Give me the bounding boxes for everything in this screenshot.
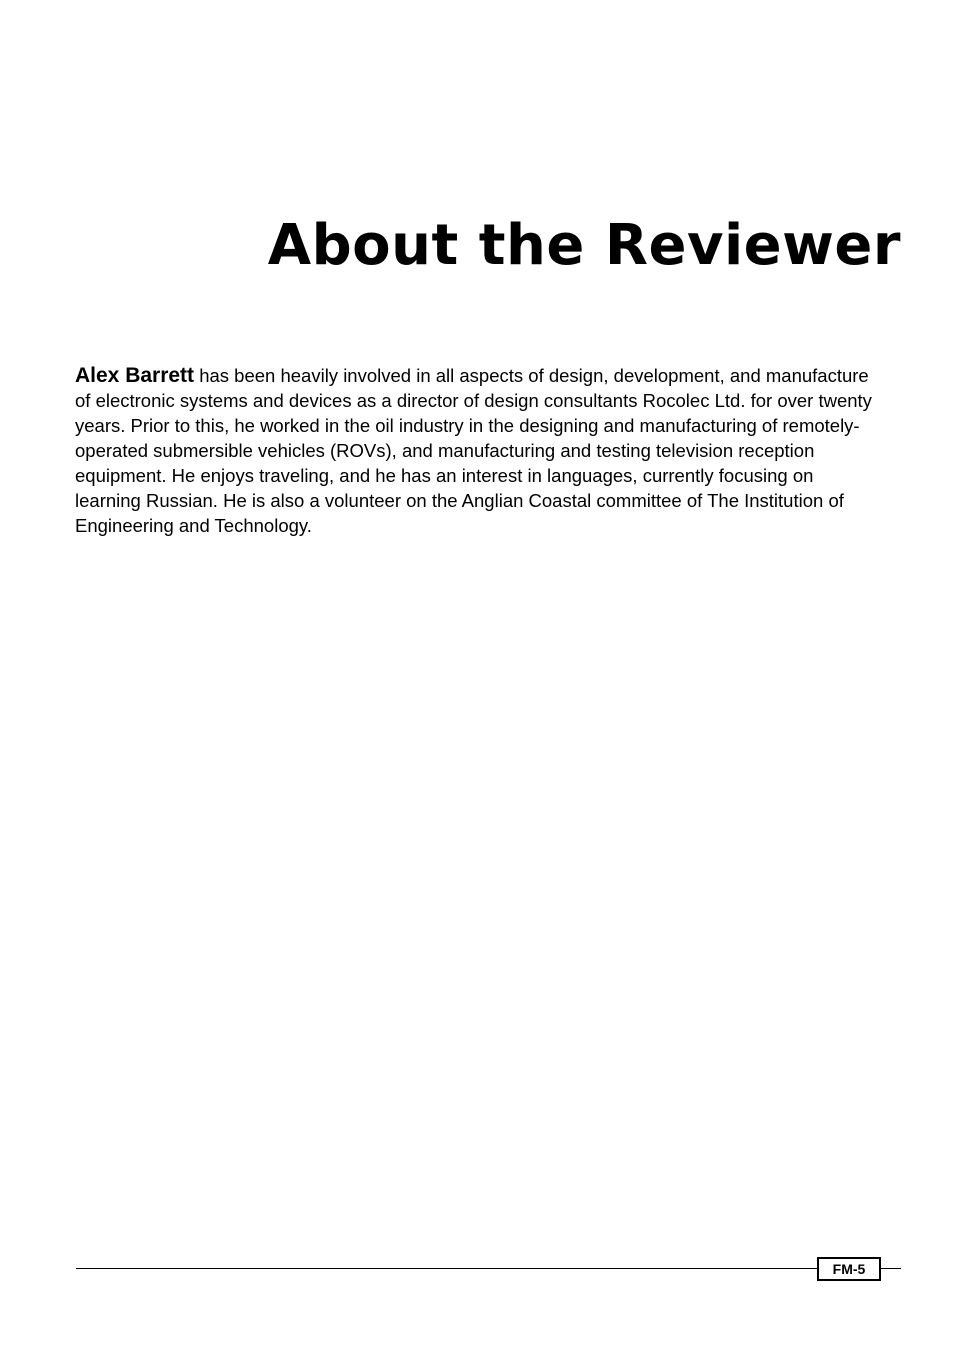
reviewer-bio-text: has been heavily involved in all aspects of design, development, and manufacture of electronic systems and devices as a director of design consultants Rocolec Ltd. for over twenty years. Prior to this, he worked in the oil industry in the designing and manufacturing of remotely-operated submersible vehicles (ROVs), and manufacturing and testing television reception equipment. He enjoys traveling, and he has an interest in languages, currently focusing on learning Russian. He is also a volunteer on the Anglian Coastal committee of The Institution of Engineering and Technology. <box>75 365 872 536</box>
footer-divider <box>76 1268 901 1269</box>
reviewer-name: Alex Barrett <box>75 364 195 387</box>
page-number-badge: FM-5 <box>817 1257 881 1281</box>
reviewer-bio <box>75 363 875 538</box>
page-title: About the Reviewer <box>267 213 901 278</box>
